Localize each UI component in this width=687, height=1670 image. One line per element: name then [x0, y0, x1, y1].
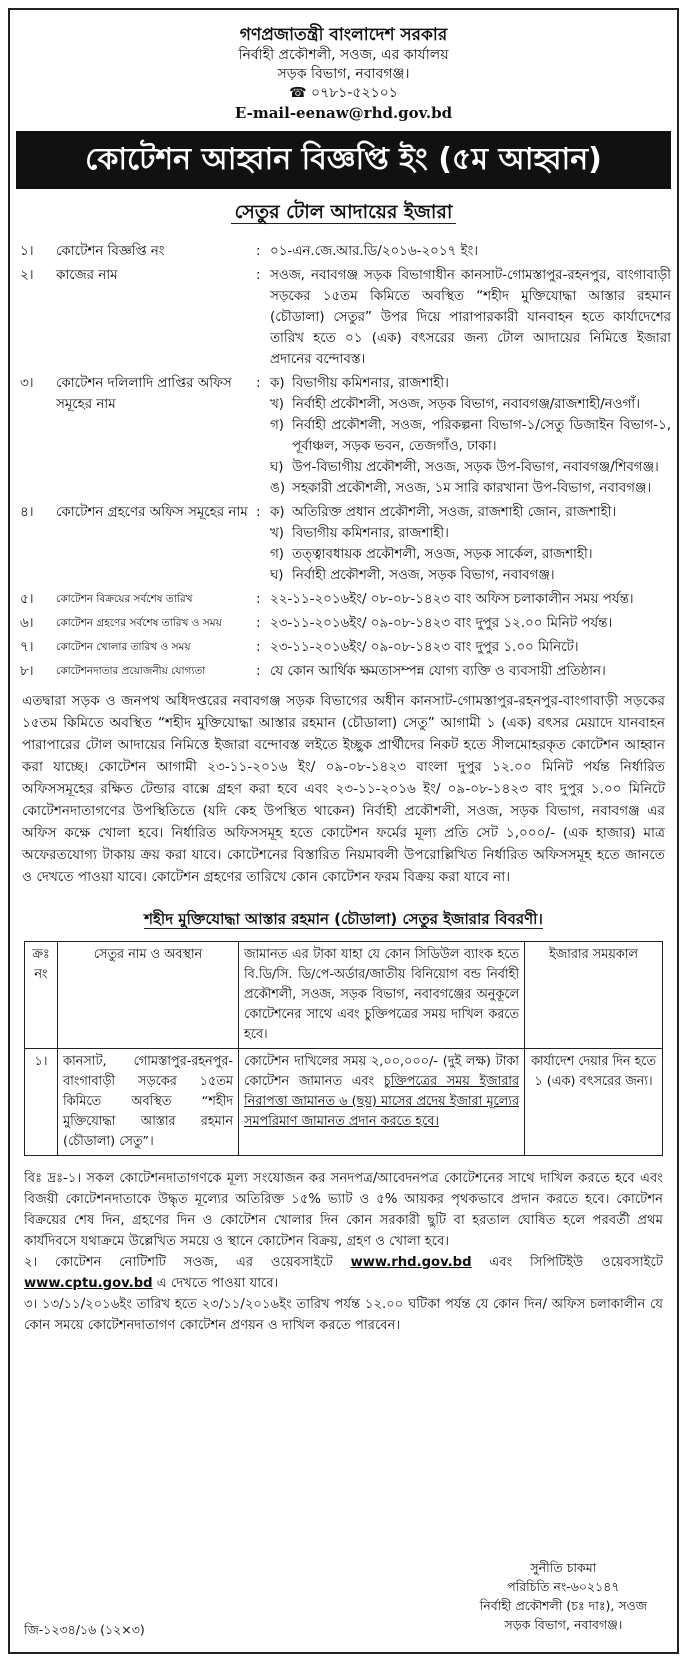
note-3: ৩। ১৩/১১/২০১৬ইং তারিখ হতে ২৩/১১/২০১৬ইং তারিখ পর্যন্ত ১২.০০ ঘটিকা পর্যন্ত যে কোন দিন/ অফিস চলাকালীন যে কোন সময়ে কোটেশনদাতাগণ কোটেশন প্রণয়ন ও দাখিল করতে পারবেন।: [24, 1297, 663, 1333]
item-number: ২।: [20, 268, 34, 283]
cell-serial: ১।: [25, 1049, 58, 1156]
notice-item: [10, 499, 677, 586]
col-deposit-header: জামানত এর টাকা যাহা যে কোন সিডিউল ব্যাংক হতে বি.ডি/সি. ডি/পে-অর্ডার/জাতীয় বিনিয়োগ বন্ড নির্বাহী প্রকৌশলী, সওজ, সড়ক বিভাগ, নবাবগঞ্জের অনুকূলে কোটেশনের সাথে এবং চুক্তিপত্রের সময় দাখিল করতে হবে।: [239, 942, 525, 1049]
item-colon: :: [256, 664, 261, 679]
cell-period: কার্যাদেশ দেয়ার দিন হতে ১ (এক) বৎসরের জন্য।: [525, 1049, 663, 1156]
table-title: শহীদ মুক্তিযোদ্ধা আস্তার রহমান (চৌডালা) সেতুর ইজারার বিবরণী।: [144, 910, 543, 928]
office-list-marker: খ): [270, 526, 285, 541]
office-list-marker: গ): [270, 547, 285, 562]
cell-bridge: কানসাট, গোমস্তাপুর-রহনপুর-বাংগাবাড়ী সড়কের ১৫তম কিমিতে অবস্থিত “শহীদ মুক্তিযোদ্ধা আস্তার রহমান (চৌডালা) সেতু”।: [58, 1049, 239, 1156]
col-serial-header: ক্রঃ নং: [25, 942, 58, 1049]
table-row: [25, 1049, 663, 1156]
item-colon: :: [256, 505, 261, 520]
signatory-name: সুনীতি চাকমা: [530, 1560, 597, 1575]
office-list-marker: খ): [270, 397, 285, 412]
office-list-item: [270, 523, 671, 544]
item-number: ৬।: [20, 616, 34, 631]
office-list-item: [270, 415, 671, 457]
office-list-text: তত্ত্বাবধায়ক প্রকৌশলী, সওজ, সড়ক সার্কেল, রাজশাহী।: [292, 547, 593, 562]
office-list-text: নির্বাহী প্রকৌশলী, সওজ, সড়ক বিভাগ, নবাবগঞ্জ/রাজশাহী/নওগাঁ।: [292, 397, 640, 412]
division-name: সড়ক বিভাগ, নবাবগঞ্জ।: [277, 66, 410, 82]
cptu-website-link[interactable]: www.cptu.gov.bd: [24, 1276, 153, 1291]
item-value: [270, 373, 671, 499]
item-number: ৮।: [20, 664, 34, 679]
notice-item: [10, 610, 677, 634]
notes-section: [10, 1156, 677, 1336]
office-list-item: [270, 373, 671, 394]
item-colon: :: [256, 592, 261, 607]
notice-item: [10, 658, 677, 682]
phone-number: ☎ ০৭৮১-৫২১০১: [289, 85, 398, 101]
notice-page: [8, 8, 679, 1654]
office-list-marker: গ): [270, 418, 285, 433]
office-list-text: উপ-বিভাগীয় প্রকৌশলী, সওজ, সড়ক উপ-বিভাগ, নবাবগঞ্জ/শিবগঞ্জ।: [292, 460, 659, 475]
item-label: কোটেশন গ্রহণের সর্বশেষ তারিখ ও সময়: [56, 617, 222, 629]
signature-block: [480, 1558, 647, 1634]
office-list-text: নির্বাহী প্রকৌশলী, সওজ, পরিকল্পনা বিভাগ-১/সেতু ডিজাইন বিভাগ-১, পূর্বাঞ্চল, সড়ক ভবন, তেজগাঁও, ঢাকা।: [292, 418, 671, 454]
signatory-office: সড়ক বিভাগ, নবাবগঞ্জ।: [504, 1617, 623, 1632]
item-label: কোটেশন গ্রহণের অফিস সমূহের নাম: [56, 505, 248, 520]
item-colon: :: [256, 376, 261, 391]
notice-items: [10, 238, 677, 682]
deposit-underlined-text: চুক্তিপত্রের সময় ইজারার নিরাপত্তা জামানত ৬ (ছয়) মাসের প্রদেয় ইজারা মূল্যের সমপরিমাণ জামানত প্রদান করতে হবে।: [244, 1074, 519, 1129]
col-bridge-header: সেতুর নাম ও অবস্থান: [58, 942, 239, 1049]
item-value: ০১-এন.জে.আর.ডি/২০১৬-২০১৭ ইং।: [270, 244, 478, 259]
item-colon: :: [256, 616, 261, 631]
item-number: ৫।: [20, 592, 34, 607]
email-address: E-mail-eenaw@rhd.gov.bd: [234, 104, 453, 122]
office-list-marker: ঘ): [270, 568, 284, 583]
note-1: বিঃ দ্রঃ-১। সকল কোটেশনদাতাগণকে মূল্য সংযোজন কর সনদপত্র/আবেদনপত্র কোটেশনের সাথে দাখিল করতে হবে এবং বিজয়ী কোটেশনদাতাকে উদ্ধৃত মূল্যের অতিরিক্ত ১৫% ভ্যাট ও ৫% আয়কর পৃথকভাবে প্রদান করতে হবে। কোটেশন বিক্রয়ের শেষ দিন, গ্রহণের দিন ও কোটেশন খোলার দিন কোন সরকারী ছুটি বা হরতাল ঘোষিত হলে পরবর্তী প্রথম কার্যদিবসে যথাক্রমে উল্লেখিত সময়ে ও স্থানে কোটেশন বিক্রয়, গ্রহণ ও খোলা হবে।: [24, 1171, 663, 1249]
item-label: কোটেশন বিক্রয়ের সর্বশেষ তারিখ: [56, 593, 193, 605]
office-list-item: [270, 544, 671, 565]
notice-subtitle: সেতুর টোল আদায়ের ইজারা: [10, 198, 677, 230]
letterhead: [10, 10, 677, 123]
office-name: নির্বাহী প্রকৌশলী, সওজ, এর কার্যালয়: [238, 47, 449, 63]
item-label: কোটেশন খোলার তারিখ ও সময়: [56, 641, 191, 653]
notice-title-banner: কোটেশন আহ্বান বিজ্ঞপ্তি ইং (৫ম আহ্বান): [16, 131, 671, 189]
office-list-text: সহকারী প্রকৌশলী, সওজ, ১ম সারি কারখানা উপ-বিভাগ, নবাবগঞ্জ।: [292, 481, 652, 496]
note-2: ২। কোটেশন নোটিশটি সওজ, এর ওয়েবসাইটে www.rhd.gov.bd এবং সিপিটিইউ ওয়েবসাইটে www.cptu.gov.bd এ দেখতে পাওয়া যাবে।: [24, 1255, 664, 1291]
office-list-marker: ঘ): [270, 460, 284, 475]
table-header-row: [25, 942, 663, 1049]
office-list-marker: ক): [270, 505, 285, 520]
item-value: সওজ, নবাবগঞ্জ সড়ক বিভাগাধীন কানসাট-গোমস্তাপুর-রহনপুর, বাংগাবাড়ী সড়কের ১৫তম কিমিতে অবস্থিত “শহীদ মুক্তিযোদ্ধা আস্তার রহমান (চৌডালা) সেতুর” উপর দিয়ে পারাপারকারী যানবাহন হতে কার্যাদেশের তারিখ হতে ০১ (এক) বৎসরের জন্য টোল আদায়ের নিমিত্তে ইজারা প্রদানের বন্দোবস্ত।: [270, 268, 671, 367]
item-label: কাজের নাম: [56, 268, 118, 283]
item-value: ২৩-১১-২০১৬ইং/ ০৯-০৮-১৪২৩ বাং দুপুর ১.০০ মিনিটে।: [270, 640, 579, 655]
col-period-header: ইজারার সময়কাল: [525, 942, 663, 1049]
item-colon: :: [256, 244, 261, 259]
office-list-marker: ঙ): [270, 481, 286, 496]
notice-item: [10, 634, 677, 658]
office-list-text: নির্বাহী প্রকৌশলী, সওজ, সড়ক বিভাগ, নবাবগঞ্জ।: [292, 568, 555, 583]
office-list-text: বিভাগীয় কমিশনার, রাজশাহী।: [292, 526, 449, 541]
notice-paragraph: এতদ্বারা সড়ক ও জনপথ অধিদপ্তরের নবাবগঞ্জ সড়ক বিভাগের অধীন কানসাট-গোমস্তাপুর-রহনপুর-বাংগাবাড়ী সড়কের ১৫তম কিমিতে অবস্থিত “শহীদ মুক্তিযোদ্ধা আস্তার রহমান (চৌডালা) সেতু” আগামী ১ (এক) বৎসর মেয়াদে যানবাহন পারাপারের টোল আদায়ের নিমিত্তে ইজারা বন্দোবস্ত লইতে ইচ্ছুক প্রার্থীদের নিকট হতে সীলমোহরকৃত কোটেশন আহ্বান করা যাচ্ছে। কোটেশন আগামী ২৩-১১-২০১৬ ইং/ ০৯-০৮-১৪২৩ বাংলা দুপুর ১২.০০ মিনিট পর্যন্ত নির্ধারিত অফিসসমূহের রক্ষিত টেন্ডার বাক্সে গ্রহণ করা হবে এবং ২৩-১১-২০১৬ ইং/ ০৯-০৮-১৪২৩ বাং দুপুর ১.০০ মিনিটে কোটেশনদাতাগণের উপস্থিতিতে (যদি কেহ উপস্থিত থাকেন) নির্বাহী প্রকৌশলী, সওজ, সড়ক বিভাগ, নবাবগঞ্জ এর অফিস কক্ষে খোলা হবে। নির্ধারিত অফিসসমূহ হতে কোটেশন ফর্মের মূল্য প্রতি সেট ১,০০০/- (এক হাজার) মাত্র অফেরতযোগ্য টাকায় ক্রয় করা যাবে। কোটেশনের বিস্তারিত নিয়মাবলী উপরোল্লিখিত নির্ধারিত অফিসসমূহ হতে জানতে ও দেখতে পাওয়া যাবে। কোটেশন গ্রহণের তারিখে কোন কোটেশন ফরম বিক্রয় করা যাবে না।: [22, 693, 665, 885]
item-value: [270, 502, 671, 586]
office-list-item: [270, 478, 671, 499]
item-value: ২২-১১-২০১৬ইং/ ০৮-০৮-১৪২৩ বাং অফিস চলাকালীন সময় পর্যন্ত।: [270, 592, 634, 607]
item-number: ৭।: [20, 640, 34, 655]
office-list-text: বিভাগীয় কমিশনার, রাজশাহী।: [292, 376, 449, 391]
signatory-designation: নির্বাহী প্রকৌশলী (চঃ দাঃ), সওজ: [479, 1598, 647, 1613]
office-list-marker: ক): [270, 376, 285, 391]
item-label: কোটেশন বিজ্ঞপ্তি নং: [56, 244, 165, 259]
item-number: ৪।: [20, 505, 34, 520]
signatory-id: পরিচিতি নং-৬০২১৪৭: [507, 1579, 620, 1594]
office-list-item: [270, 457, 671, 478]
cell-deposit: [239, 1049, 525, 1156]
office-list-text: অতিরিক্ত প্রধান প্রকৌশলী, সওজ, রাজশাহী জোন, রাজশাহী।: [292, 505, 617, 520]
item-colon: :: [256, 640, 261, 655]
office-list-item: [270, 502, 671, 523]
item-number: ৩।: [20, 376, 34, 391]
deposit-text: কোটেশন দাখিলের সময় ২,০০,০০০/- (দুই লক্ষ) টাকা কোটেশন জামানত এবং: [244, 1054, 519, 1089]
notice-item: [10, 238, 677, 262]
rhd-website-link[interactable]: www.rhd.gov.bd: [350, 1255, 472, 1270]
item-value: ২৩-১১-২০১৬ইং/ ০৯-০৮-১৪২৩ বাং দুপুর ১২.০০ মিনিট পর্যন্ত।: [270, 616, 613, 631]
office-list-item: [270, 394, 671, 415]
item-colon: :: [256, 268, 261, 283]
item-value: যে কোন আর্থিক ক্ষমতাসম্পন্ন যোগ্য ব্যক্তি ও ব্যবসায়ী প্রতিষ্ঠান।: [270, 664, 606, 679]
government-name: গণপ্রজাতন্ত্রী বাংলাদেশ সরকার: [239, 25, 448, 45]
notice-item: [10, 586, 677, 610]
memo-number: জি-১২৩৪/১৬ (১২×৩): [24, 1622, 145, 1637]
notice-item: [10, 262, 677, 370]
lease-table: [24, 941, 663, 1156]
office-list-item: [270, 565, 671, 586]
item-label: কোটেশনদাতার প্রয়োজনীয় যোগ্যতা: [56, 665, 206, 677]
item-number: ১।: [20, 244, 34, 259]
notice-item: [10, 370, 677, 499]
item-label: কোটেশন দলিলাদি প্রাপ্তির অফিস সমূহের নাম: [56, 376, 232, 412]
